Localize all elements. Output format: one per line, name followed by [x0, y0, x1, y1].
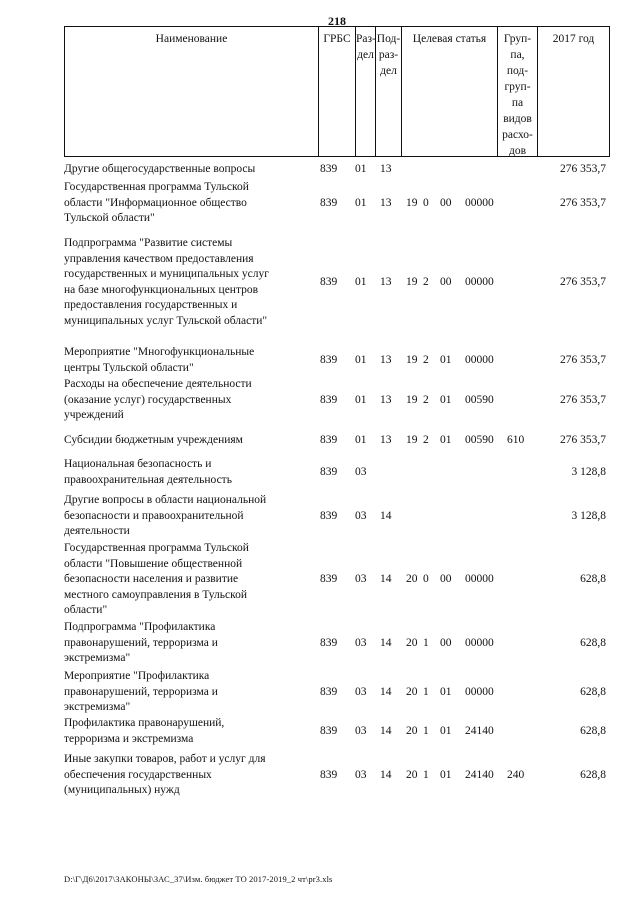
cell-podrazdel: 14 [380, 725, 392, 737]
cell-grbs: 839 [320, 573, 338, 585]
cell-amount-2017: 276 353,7 [560, 434, 606, 446]
cell-target-subprogram: 1 [423, 725, 429, 737]
cell-razdel: 01 [355, 354, 367, 366]
header-grbs: ГРБС [318, 27, 355, 156]
table-header [64, 26, 610, 157]
cell-amount-2017: 628,8 [580, 769, 606, 781]
row-name: Государственная программа Тульской области "Информационное общество Тульской области" [64, 181, 249, 224]
cell-amount-2017: 628,8 [580, 637, 606, 649]
cell-razdel: 01 [355, 434, 367, 446]
cell-target-program: 20 [406, 686, 418, 698]
cell-podrazdel: 14 [380, 637, 392, 649]
cell-amount-2017: 276 353,7 [560, 276, 606, 288]
cell-amount-2017: 3 128,8 [571, 466, 606, 478]
header-target-article: Целевая статья [401, 27, 497, 156]
cell-target-program: 20 [406, 573, 418, 585]
cell-grbs: 839 [320, 163, 338, 175]
header-group: Груп- па, под- груп- па видов расхо- дов [497, 27, 537, 156]
cell-razdel: 01 [355, 394, 367, 406]
cell-target-subprogram: 2 [423, 354, 429, 366]
cell-target-activity: 01 [440, 434, 452, 446]
cell-podrazdel: 13 [380, 163, 392, 175]
cell-target-program: 19 [406, 394, 418, 406]
cell-target-subprogram: 0 [423, 197, 429, 209]
cell-razdel: 03 [355, 573, 367, 585]
cell-target-direction: 00590 [465, 394, 494, 406]
cell-target-subprogram: 0 [423, 573, 429, 585]
cell-target-program: 20 [406, 637, 418, 649]
cell-target-direction: 00590 [465, 434, 494, 446]
cell-target-program: 19 [406, 197, 418, 209]
cell-target-subprogram: 2 [423, 394, 429, 406]
row-name: Подпрограмма "Развитие системы управления качеством предоставления государственных и муниципальных услуг на базе многофункциональных центров предоставления государственных и муниципальных услуг Тульской области" [64, 237, 269, 327]
row-name: Государственная программа Тульской области "Повышение общественной безопасности населения и развитие местного самоуправления в Тульской области" [64, 542, 249, 616]
cell-razdel: 03 [355, 510, 367, 522]
cell-target-program: 19 [406, 434, 418, 446]
cell-target-subprogram: 2 [423, 276, 429, 288]
cell-grbs: 839 [320, 510, 338, 522]
cell-target-direction: 00000 [465, 573, 494, 585]
cell-grbs: 839 [320, 686, 338, 698]
cell-target-activity: 01 [440, 354, 452, 366]
cell-amount-2017: 3 128,8 [571, 510, 606, 522]
row-name: Профилактика правонарушений, терроризма и экстремизма [64, 717, 225, 745]
cell-target-activity: 00 [440, 637, 452, 649]
cell-amount-2017: 276 353,7 [560, 163, 606, 175]
cell-razdel: 03 [355, 725, 367, 737]
cell-expense-group: 610 [507, 434, 525, 446]
row-name: Другие вопросы в области национальной безопасности и правоохранительной деятельности [64, 494, 267, 537]
row-name: Расходы на обеспечение деятельности (оказание услуг) государственных учреждений [64, 378, 252, 421]
row-name: Мероприятие "Многофункциональные центры Тульской области" [64, 346, 255, 374]
row-name: Другие общегосударственные вопросы [64, 163, 256, 175]
header-razdel: Раз- дел [355, 27, 375, 156]
cell-grbs: 839 [320, 197, 338, 209]
cell-grbs: 839 [320, 394, 338, 406]
cell-razdel: 03 [355, 769, 367, 781]
row-name: Национальная безопасность и правоохранительная деятельность [64, 458, 232, 486]
cell-target-direction: 24140 [465, 725, 494, 737]
cell-target-activity: 00 [440, 276, 452, 288]
cell-target-activity: 01 [440, 686, 452, 698]
cell-target-subprogram: 1 [423, 686, 429, 698]
cell-target-direction: 00000 [465, 354, 494, 366]
cell-target-subprogram: 1 [423, 637, 429, 649]
cell-razdel: 01 [355, 163, 367, 175]
cell-amount-2017: 276 353,7 [560, 354, 606, 366]
cell-target-activity: 01 [440, 769, 452, 781]
cell-target-program: 20 [406, 769, 418, 781]
cell-amount-2017: 628,8 [580, 573, 606, 585]
row-name: Субсидии бюджетным учреждениям [64, 434, 243, 446]
cell-podrazdel: 14 [380, 510, 392, 522]
cell-razdel: 01 [355, 276, 367, 288]
cell-target-program: 19 [406, 354, 418, 366]
cell-target-direction: 00000 [465, 637, 494, 649]
cell-grbs: 839 [320, 434, 338, 446]
footer-file-path: D:\Г\Д6\2017\ЗАКОНЫ\ЗАС_37\Изм. бюджет ТО 2017-2019_2 чт\pr3.xls [64, 874, 333, 884]
cell-target-direction: 00000 [465, 197, 494, 209]
cell-amount-2017: 276 353,7 [560, 197, 606, 209]
cell-podrazdel: 14 [380, 686, 392, 698]
cell-target-program: 20 [406, 725, 418, 737]
cell-expense-group: 240 [507, 769, 525, 781]
cell-target-activity: 00 [440, 573, 452, 585]
cell-target-activity: 01 [440, 725, 452, 737]
cell-target-activity: 00 [440, 197, 452, 209]
cell-target-activity: 01 [440, 394, 452, 406]
cell-razdel: 03 [355, 686, 367, 698]
row-name: Подпрограмма "Профилактика правонарушений, терроризма и экстремизма" [64, 621, 218, 664]
cell-amount-2017: 628,8 [580, 686, 606, 698]
page-number: 218 [328, 14, 346, 28]
cell-grbs: 839 [320, 769, 338, 781]
cell-target-direction: 24140 [465, 769, 494, 781]
row-name: Мероприятие "Профилактика правонарушений, терроризма и экстремизма" [64, 670, 218, 713]
cell-podrazdel: 13 [380, 434, 392, 446]
cell-grbs: 839 [320, 637, 338, 649]
cell-target-subprogram: 1 [423, 769, 429, 781]
cell-razdel: 03 [355, 637, 367, 649]
cell-podrazdel: 13 [380, 197, 392, 209]
cell-razdel: 03 [355, 466, 367, 478]
cell-podrazdel: 13 [380, 276, 392, 288]
header-name: Наименование [155, 33, 228, 45]
cell-target-direction: 00000 [465, 276, 494, 288]
cell-grbs: 839 [320, 466, 338, 478]
cell-podrazdel: 14 [380, 573, 392, 585]
cell-grbs: 839 [320, 276, 338, 288]
cell-target-subprogram: 2 [423, 434, 429, 446]
header-podrazdel: Под- раз- дел [375, 27, 401, 156]
cell-target-direction: 00000 [465, 686, 494, 698]
row-name: Иные закупки товаров, работ и услуг для обеспечения государственных (муниципальных) нужд [64, 753, 266, 796]
cell-amount-2017: 628,8 [580, 725, 606, 737]
cell-podrazdel: 13 [380, 394, 392, 406]
cell-target-program: 19 [406, 276, 418, 288]
cell-amount-2017: 276 353,7 [560, 394, 606, 406]
cell-podrazdel: 13 [380, 354, 392, 366]
cell-grbs: 839 [320, 354, 338, 366]
cell-grbs: 839 [320, 725, 338, 737]
cell-razdel: 01 [355, 197, 367, 209]
header-year: 2017 год [537, 27, 609, 156]
cell-podrazdel: 14 [380, 769, 392, 781]
